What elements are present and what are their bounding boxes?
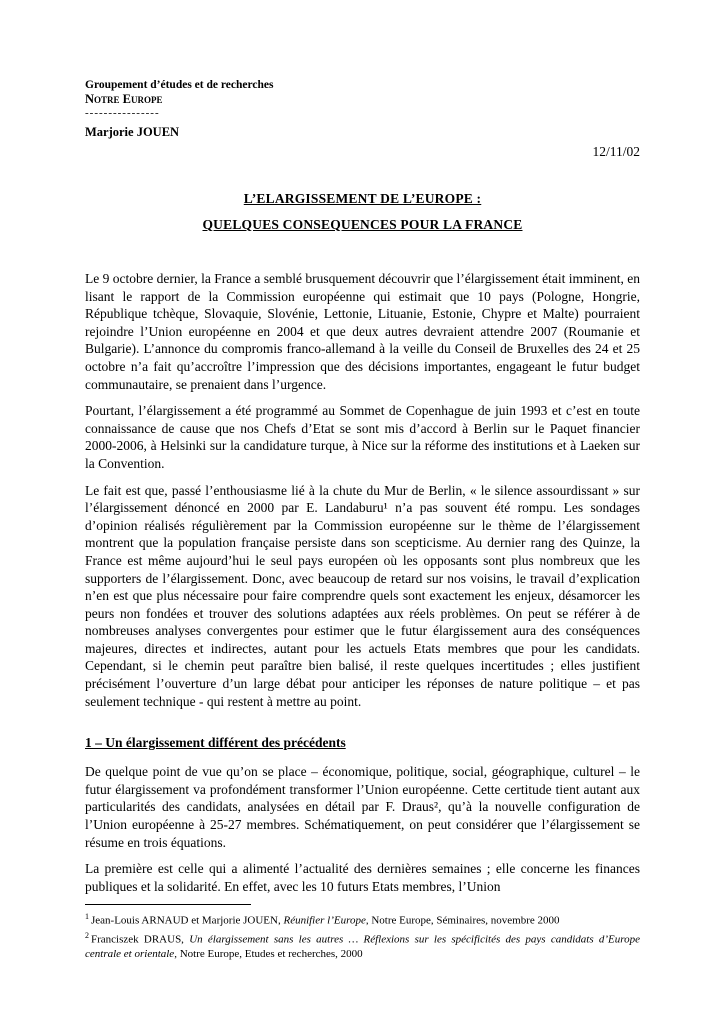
- separator-dashes: ----------------: [85, 107, 160, 119]
- organization-name-line1: Groupement d’études et de recherches: [85, 79, 274, 91]
- author-name: Marjorie JOUEN: [85, 125, 180, 139]
- section-1-paragraph-1: De quelque point de vue qu’on se place – économique, politique, social, géographique, culturel – le futur élargissement va profondément transformer l’Union européenne. Cette certitude tient autant aux particularités des candidats, analysées en détail par F. Draus², qu’à la nouvelle configuration de l’Union européenne à 25-27 membres. Schématiquement, on peut considérer que l’élargissement se résume en trois équations.: [85, 764, 640, 850]
- document-title: [85, 186, 640, 238]
- introduction-section: [85, 270, 640, 710]
- intro-paragraph-2: Pourtant, l’élargissement a été programmé au Sommet de Copenhague de juin 1993 et c’est en toute connaissance de cause que nos Chefs d’Etat se sont mis d’accord à Berlin sur le Paquet financier 2000-2006, à Helsinki sur la candidature turque, à Nice sur la réforme des institutions et à Laeken sur la Convention.: [85, 403, 640, 471]
- footnote-2-work-title: Un élargissement sans les autres … Réflexions sur les spécificités des pays candidats d’Europe centrale et orientale: [85, 933, 641, 960]
- intro-paragraph-1: Le 9 octobre dernier, la France a semblé brusquement découvrir que l’élargissement était imminent, en lisant le rapport de la Commission européenne qui estimait que 10 pays (Pologne, Hongrie, République tchèque, Slovaquie, Slovénie, Lettonie, Lituanie, Estonie, Chypre et Malte) pourraient rejoindre l’Union européenne en 2004 et que deux autres devraient attendre 2007 (Roumanie et Bulgarie). L’annonce du compromis franco-allemand à la veille du Conseil de Bruxelles des 24 et 25 octobre n’a fait qu’accroître l’impression que des décisions importantes, engageant le futur budget communautaire, se prenaient dans l’urgence.: [85, 271, 640, 392]
- document-title-line-2: QUELQUES CONSEQUENCES POUR LA FRANCE: [202, 217, 523, 232]
- footnote-2-marker: 2: [85, 930, 89, 940]
- footnotes-area: [85, 904, 640, 961]
- footnote-2: [85, 929, 640, 962]
- document-date: 12/11/02: [592, 144, 640, 159]
- footnote-1: [85, 910, 640, 928]
- footnote-separator-rule: [85, 904, 251, 905]
- footnote-2-text-before: Franciszek DRAUS,: [91, 933, 190, 946]
- document-header: [85, 78, 640, 160]
- organization-name-line2: Notre Europe: [85, 92, 163, 106]
- intro-paragraph-3: Le fait est que, passé l’enthousiasme lié à la chute du Mur de Berlin, « le silence assourdissant » sur l’élargissement dénoncé en 2000 par E. Landaburu¹ n’a pas souvent été rompu. Les sondages d’opinion réalisés régulièrement par la Commission européenne sur le thème de l’élargissement montrent que la population française persiste dans son scepticisme. Au dernier rang des Quinze, la France est même aujourd’hui le seul pays européen où les opposants sont plus nombreux que les supporters de l’élargissement. Donc, avec beaucoup de retard sur nos voisins, le travail d’explication n’en est que plus nécessaire pour faire comprendre quels sont exactement les enjeux, désamorcer les peurs non fondées et trouver des solutions adaptées aux réels problèmes. On peut se référer à de nombreuses analyses convergentes pour estimer que le futur élargissement aura des conséquences majeures, directes et indirectes, autant pour les actuels Etats membres que pour les candidats. Cependant, si le chemin peut paraître bien balisé, il reste quelques incertitudes ; elles justifient précisément l’ouverture d’un large débat pour anticiper les réponses de nature politique – et pas seulement technique - qui restent à mettre au point.: [85, 482, 640, 709]
- section-1-paragraph-2: La première est celle qui a alimenté l’actualité des dernières semaines ; elle concerne les finances publiques et la solidarité. En effet, avec les 10 futurs Etats membres, l’Union: [85, 861, 640, 894]
- footnote-2-text-after: , Notre Europe, Etudes et recherches, 2000: [174, 947, 363, 960]
- footnote-1-text-before: Jean-Louis ARNAUD et Marjorie JOUEN,: [91, 915, 284, 928]
- footnote-1-marker: 1: [85, 912, 89, 922]
- footnote-1-work-title: Réunifier l’Europe: [283, 915, 366, 928]
- section-1-heading: 1 – Un élargissement différent des précédents: [85, 735, 346, 751]
- section-1-body: [85, 763, 640, 895]
- document-title-line-1: L’ELARGISSEMENT DE L’EUROPE :: [243, 191, 482, 206]
- footnote-1-text-after: , Notre Europe, Séminaires, novembre 2000: [365, 915, 560, 928]
